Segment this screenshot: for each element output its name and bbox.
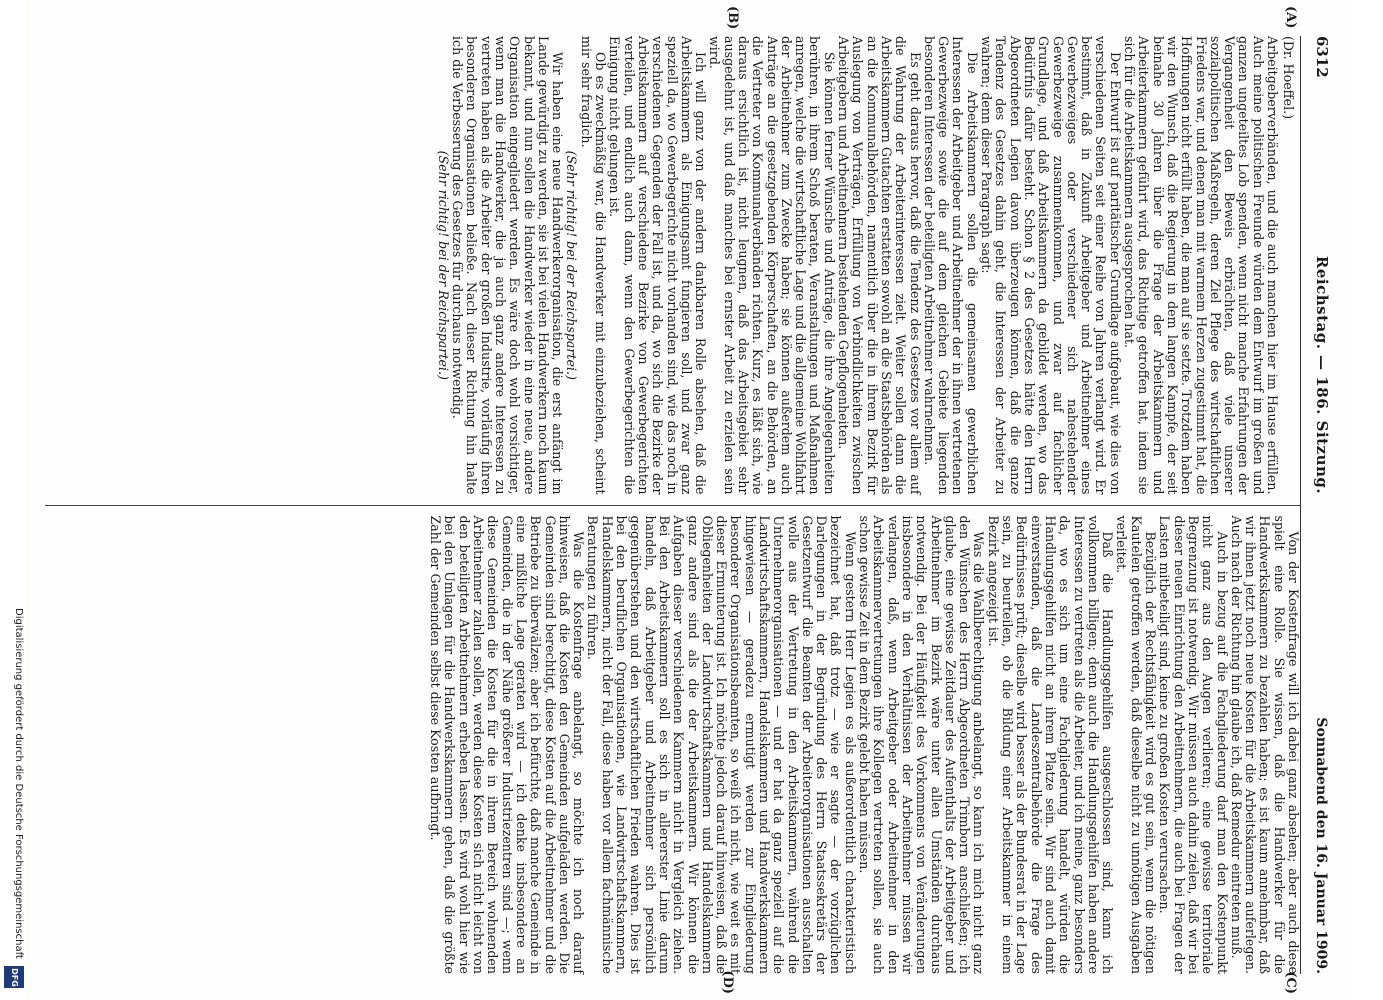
dfg-logo-text: DFG <box>9 967 19 987</box>
margin-mark-c: (C) <box>1283 971 1298 994</box>
margin-mark-a: (A) <box>1283 6 1298 29</box>
paragraph: Von der Kostenfrage will ich dabei ganz absehen; aber auch diese spielt eine Rolle. Sie wissen, daß die Handwerker für die Handwerkskammern zu bezahlen haben; es ist kaum annehmbar, daß wir ihnen jetzt noch neue Kosten für die Arbeitskammern auferlegen. Auch nach der Richtung hin glaube ich, daß Remedur eintreten muß. <box>1228 515 1301 974</box>
page-number: 6312 <box>1313 36 1331 78</box>
paragraph: Sie können ferner Wünsche und Anträge, die ihre Angelegenheiten berühren, in ihrem Schoß beraten, Veranstaltungen und Maßnahmen anregen, welche die wirtschaftliche Lage und die allgemeine Wohlfahrt der Arbeitnehmer zum Zwecke haben; sie können außerdem auch Anträge an die gesetzgebenden Körperschaften, an die Behörden, an die Vertreter von Kommunalverbänden richten. Kurz, es läßt sich, wie daraus ersichtlich ist, nicht leugnen, daß das Arbeitsgebiet sehr ausgedehnt ist, und daß manches bei ernster Arbeit zu erzielen sein wird. <box>707 36 837 495</box>
paragraph: Wenn gestern Herr Legien es als außerordentlich charakteristisch bezeichnet hat, daß trotz — wie er sagte — der vorzüglichen Darlegungen in der Begründung des Herrn Staatssekretärs der Gesetzentwurf die Beamten der Arbeiterorganisationen ausschalten wolle aus der Vertretung in den Arbeitskammern, während die Unternehmerorganisationen — und er hat da ganz speziell auf die Landwirtschaftskammern, Handelskammern und Handwerkskammern hingewiesen — geradezu ermutigt werden zur Eingliederung besonderer Organisationsbeamten, so weiß ich nicht, wie weit es mit dieser Ermunterung ist. Ich möchte jedoch darauf hinweisen, daß die Obliegenheiten der Landwirtschaftskammern und Handelskammern ganz andere sind als die der Arbeitskammern. Wir können die Aufgaben dieser verschiedenen Kammern nicht in Vergleich ziehen. Bei den Arbeitskammern soll es sich in allererster Linie darum handeln, daß Arbeitgeber und Arbeitnehmer sich persönlich gegenüberstehen und den wirtschaftlichen Frieden wahren. Dies ist bei den beruflichen Organisationen, wie Landwirtschaftskammern, Handelskammern, nicht der Fall, diese haben vor allem fachmännische Beratungen zu führen. <box>585 515 858 974</box>
running-title: Reichstag. — 186. Sitzung. <box>1313 255 1331 495</box>
paragraph: Ich will ganz von der andern dankbaren Rolle absehen, daß die Arbeitskammern als Einigungsamt fungieren soll, und zwar ganz speziell da, wo Gewerbegerichte nicht vorhanden sind, wie das noch in verschiedenen Gegenden der Fall ist, und da, wo sich die Bezirke der Arbeitskammern auf verschiedene Bezirke von Gewerbegerichten verteilen, und endlich auch dann, wenn den Gewerbegerichten die Einigung nicht gelungen ist. <box>607 36 709 495</box>
margin-mark-b: (B) <box>725 6 740 30</box>
paragraph: Es geht daraus hervor, daß die Tendenz des Gesetzes vor allem auf die Wahrung der Arbeiterinteressen zielt. Weiter sollen dann die Arbeitskammern Gutachten erstatten sowohl an die Staatsbehörden als an die Kommunalbehörden, namentlich über die in ihrem Bezirk für Auslegung von Verträgen, Erfüllung von Verbindlichkeiten zwischen Arbeitgebern und Arbeitnehmern bestehenden Gepflogenheiten. <box>836 36 923 495</box>
paragraph: Der Entwurf ist auf paritätischer Grundlage aufgebaut, wie dies von verschiedenen Seiten seit einer Reihe von Jahren verlangt wird. Er bestimmt, daß in Zukunft Arbeitgeber und Arbeitnehmer eines Gewerbezweiges oder verschiedener sich nahestehender Gewerbezweige zusammenkommen, und zwar auf fachlicher Grundlage, und daß Arbeitskammern da gebildet werden, wo das Bedürfnis dafür besteht. Schon § 2 des Gesetzes hätte den Herrn Abgeordneten Legien davon überzeugen können, daß die ganze Tendenz des Gesetzes dahin geht, die Interessen der Arbeiter zu wahren; denn dieser Paragraph sagt: <box>979 36 1123 495</box>
credit-text: Digitalisierung gefördert durch die Deutsche Forschungsgemeinschaft <box>13 608 24 959</box>
right-column <box>45 505 1301 994</box>
quoted-paragraph: Die Arbeitskammern sollen die gemeinsamen gewerblichen Interessen der Arbeitgeber und Arbeitnehmer der in ihnen vertretenen Gewerbezweige sowie die auf dem gleichen Gebiete liegenden besonderen Interessen der beteiligten Arbeitnehmer wahrnehmen. <box>921 36 980 495</box>
paragraph: Was die Wahlberechtigung anbelangt, so kann ich mich nicht ganz den Wünschen des Herrn Abgeordneten Trimborn anschließen; ich glaube, eine gewisse Zeitdauer des Aufenthalts der Arbeitgeber und Arbeitnehmer im Bezirk wäre unter allen Umständen durchaus notwendig. Bei der Häufigkeit des Vorkommens von Veränderungen insbesondere in den Verhältnissen der Arbeitnehmer müssen wir verlangen, daß, wenn Arbeitgeber oder Arbeitnehmer in den Arbeitskammervertretungen ihre Kollegen vertreten sollen, sie auch schon gewisse Zeit in dem Bezirk gelebt haben müssen. <box>857 515 987 974</box>
dfg-logo <box>4 966 24 988</box>
speaker-name: (Dr. Hoeffel.) <box>1281 36 1296 120</box>
margin-mark-d: (D) <box>720 970 735 994</box>
session-date: Sonnabend den 16. Januar 1909. <box>1313 717 1329 974</box>
paragraph: Ob es zweckmäßig war, die Handwerker mit einzubeziehen, scheint mir sehr fraglich. <box>578 36 609 495</box>
paragraph: Daß die Handlungsgehilfen ausgeschlossen sind, kann ich vollkommen billigen; denn auch die Handlungsgehilfen haben andere Interessen zu vertreten als die Arbeiter, und ich meine, ganz besonders da, wo es sich um eine Fachgliederung handelt, würden die Handlungsgehilfen nicht an ihrem Platze sein. Wir sind auch damit einverstanden, daß die Landeszentralbehörde die Frage des Bedürfnisses prüft; dieselbe wird besser als der Bundesrat in der Lage sein, zu beurteilen, ob die Bildung einer Arbeitskammer in einem Bezirk angezeigt ist. <box>985 515 1116 974</box>
interjection: (Sehr richtig! bei der Reichspartei.) <box>564 150 580 380</box>
paragraph: Bezüglich der Rechtsfähigkeit wird es gut sein, wenn die nötigen Kautelen getroffen werden, daß dieselbe nicht zu unnötigen Ausgaben verleitet. <box>1114 515 1159 974</box>
paragraph: Auch in bezug auf die Fachgliederung darf man den Kostenpunkt nicht ganz aus den Augen verlieren; eine gewisse territoriale Begrenzung ist notwendig. Wir müssen auch dahin zielen, daß wir bei dieser neuen Einrichtung den Arbeitnehmern, die auch bei Fragen der Lasten mitbeteiligt sind, keine zu großen Kosten verursachen. <box>1157 515 1230 974</box>
paragraph: Was die Kostenfrage anbelangt, so möchte ich noch darauf hinweisen, daß die Kosten den Gemeinden aufgeladen werden. Die Gemeinden sind berechtigt, diese Kosten auf die Arbeitnehmer und die Betriebe zu überwälzen; aber ich befürchte, daß manche Gemeinde in eine mißliche Lage geraten wird — ich denke insbesondere an Gemeinden, die in der Nähe größerer Industriezentren sind —; wenn diese Gemeinden die Kosten für die in ihrem Bereich wohnenden Arbeitnehmer zahlen sollen, werden diese Kosten sich nicht leicht von den beteiligten Arbeitnehmern erheben lassen. Es wird wohl hier wie bei den Umlagen für die Handwerkskammern gehen, daß die größte Zahl der Gemeinden selbst diese Kosten aufbringt. <box>428 515 587 974</box>
paragraph: Wir haben eine neue Handwerkerorganisation, die erst anfängt im Lande gewürdigt zu werden, sie ist bei vielen Handwerkern noch kaum bekannt, und nun sollen die Handwerker wieder in eine neue, andere Organisation eingegliedert werden. Es wäre doch wohl vorsichtiger, wenn man die Handwerker, die ja auch ganz andere Interessen zu vertreten haben als die Arbeiter der großen Industrie, vorläufig ihren besonderen Organisationen beließe. Nach dieser Richtung hin halte ich die Verbesserung des Gesetzes für durchaus notwendig. <box>450 36 566 495</box>
text-columns <box>45 6 1301 994</box>
left-column <box>45 6 1300 505</box>
document-page <box>25 0 1345 1000</box>
page-header <box>1300 36 1331 974</box>
paragraph: Arbeitgeberverbänden, und die auch manchen hier im Hause erfüllen. Auch meine politischen Freunde würden dem Entwurf im großen und ganzen ungeteiltes Lob spenden, wenn nicht manche Erfahrungen der Vergangenheit den Beweis erbrächten, daß viele unserer sozialpolitischen Maßregeln, deren Ziel Pflege des wirtschaftlichen Friedens war, und denen man mit warmem Herzen zugestimmt hat, die Hoffnungen nicht erfüllt haben, die man auf sie setzte. Trotzdem haben wir den Wunsch, daß die Regierung in dem langen Kampfe, der seit beinahe 30 Jahren über die Frage der Arbeitskammern und Arbeiterkammern geführt wird, das Richtige getroffen hat, indem sie sich für die Arbeitskammern ausgesprochen hat. <box>1122 36 1280 495</box>
digitization-credit <box>8 0 24 1000</box>
interjection: (Sehr richtig! bei der Reichspartei.) <box>435 150 451 380</box>
